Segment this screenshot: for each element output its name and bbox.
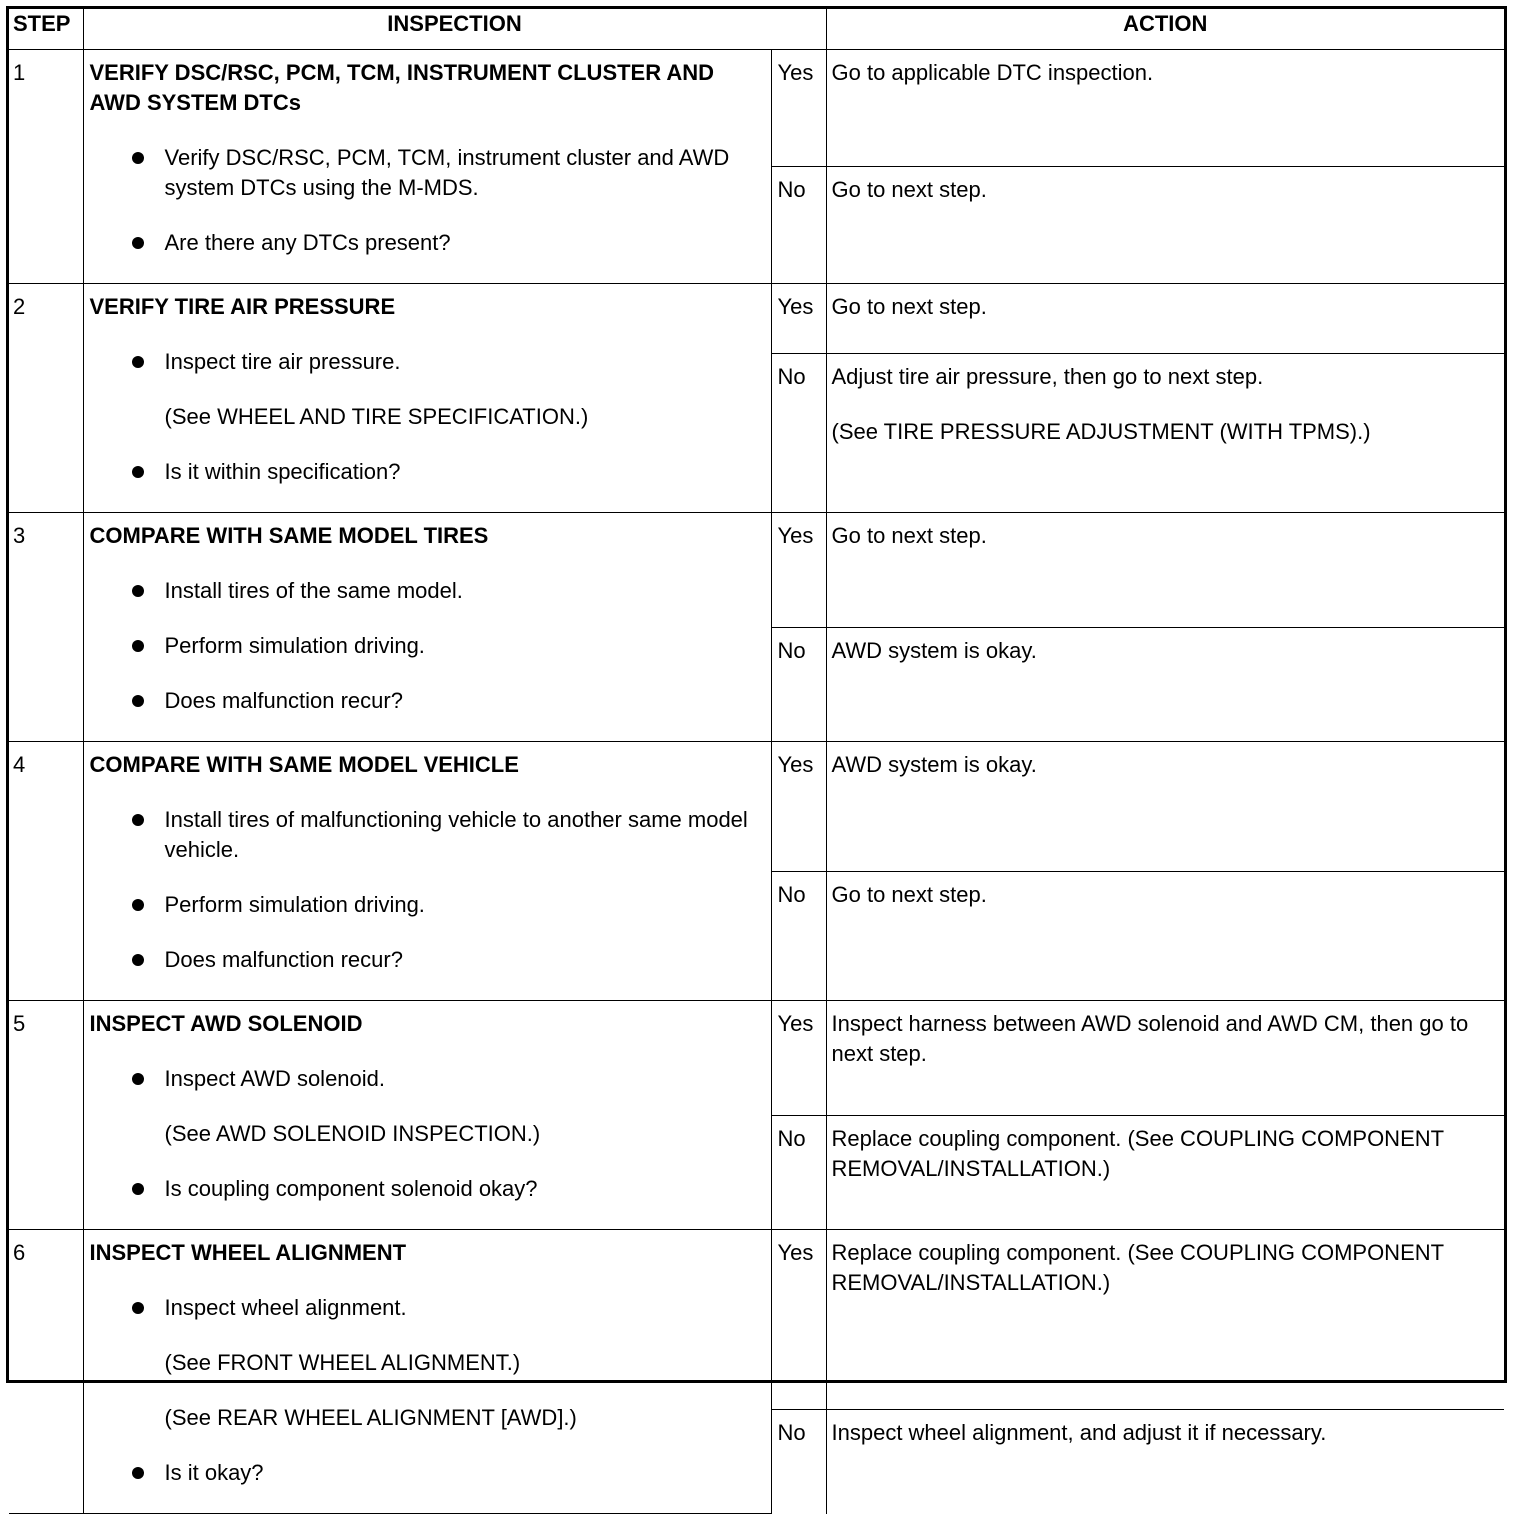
inspection-text: Inspect AWD solenoid. [164,1066,386,1091]
inspection-cell [83,284,771,513]
yes-action [826,742,1504,872]
step-number: 5 [9,1001,83,1230]
header-row [9,9,1504,50]
action-text: AWD system is okay. [831,752,1037,777]
inspection-text: (See AWD SOLENOID INSPECTION.) [164,1121,541,1146]
inspection-bullet [90,1064,765,1094]
yes-action [826,284,1504,354]
yes-action [826,1001,1504,1116]
bullet-icon [132,237,144,249]
inspection-cell [83,1001,771,1230]
step-row [9,513,1504,628]
step-column-header: STEP [9,9,83,50]
inspection-text: Is coupling component solenoid okay? [164,1176,538,1201]
action-text: Go to next step. [831,523,987,548]
inspection-text: (See REAR WHEEL ALIGNMENT [AWD].) [164,1405,577,1430]
inspection-text: (See FRONT WHEEL ALIGNMENT.) [164,1350,521,1375]
inspection-text: Perform simulation driving. [164,633,425,658]
inspection-title: COMPARE WITH SAME MODEL TIRES [89,523,489,548]
bullet-icon [132,954,144,966]
yes-label: Yes [771,742,826,872]
bullet-icon [132,356,144,368]
inspection-reference [90,1403,765,1433]
inspection-bullet [90,890,765,920]
inspection-bullet [90,686,765,716]
inspection-bullet [90,945,765,975]
inspection-cell [83,742,771,1001]
inspection-text: Inspect wheel alignment. [164,1295,407,1320]
inspection-bullet [90,143,765,203]
bullet-icon [132,1467,144,1479]
inspection-text: Does malfunction recur? [164,947,403,972]
inspection-title: INSPECT AWD SOLENOID [89,1011,363,1036]
step-row [9,284,1504,354]
inspection-column-header: INSPECTION [83,9,826,50]
action-text: Go to next step. [831,294,987,319]
bullet-icon [132,466,144,478]
inspection-reference [90,402,765,432]
yes-label: Yes [771,50,826,167]
step-number: 1 [9,50,83,284]
no-label: No [771,1116,826,1230]
no-action [826,871,1504,1001]
inspection-text: Verify DSC/RSC, PCM, TCM, instrument cluster and AWD system DTCs using the M-MDS. [164,145,730,200]
step-number: 6 [9,1230,83,1514]
inspection-reference [90,1348,765,1378]
yes-label: Yes [771,284,826,354]
action-text: Inspect harness between AWD solenoid and AWD CM, then go to next step. [831,1011,1469,1066]
action-text: (See TIRE PRESSURE ADJUSTMENT (WITH TPMS).) [831,419,1371,445]
action-text: AWD system is okay. [831,638,1037,664]
action-text: Replace coupling component. (See COUPLING COMPONENT REMOVAL/INSTALLATION.) [831,1126,1444,1182]
yes-action [826,50,1504,167]
inspection-text: (See WHEEL AND TIRE SPECIFICATION.) [164,404,589,429]
bullet-icon [132,814,144,826]
yes-action [826,513,1504,628]
inspection-cell [83,1230,771,1514]
inspection-text: Install tires of the same model. [164,578,463,603]
step-row [9,50,1504,167]
inspection-title: INSPECT WHEEL ALIGNMENT [89,1240,407,1265]
inspection-title: VERIFY DSC/RSC, PCM, TCM, INSTRUMENT CLUSTER AND AWD SYSTEM DTCs [89,60,715,115]
step-row [9,1001,1504,1116]
yes-label: Yes [771,513,826,628]
bullet-icon [132,640,144,652]
inspection-text: Is it okay? [164,1460,264,1485]
no-action [826,167,1504,284]
no-label: No [771,628,826,742]
procedure-grid [9,9,1504,1514]
action-text: Go to next step. [831,881,987,907]
step-number: 3 [9,513,83,742]
no-label: No [771,1409,826,1513]
inspection-text: Is it within specification? [164,459,401,484]
yes-label: Yes [771,1230,826,1410]
step-row [9,1230,1504,1410]
bullet-icon [132,899,144,911]
step-number: 4 [9,742,83,1001]
no-action [826,354,1504,513]
bullet-icon [132,695,144,707]
no-label: No [771,871,826,1001]
no-label: No [771,354,826,513]
inspection-bullet [90,347,765,377]
inspection-bullet [90,1293,765,1323]
inspection-text: Are there any DTCs present? [164,230,451,255]
inspection-text: Inspect tire air pressure. [164,349,401,374]
bullet-icon [132,1302,144,1314]
bullet-icon [132,1183,144,1195]
inspection-bullet [90,1458,765,1488]
inspection-bullet [90,631,765,661]
no-action [826,628,1504,742]
action-text: Replace coupling component. (See COUPLING COMPONENT REMOVAL/INSTALLATION.) [831,1240,1444,1295]
inspection-bullet [90,1174,765,1204]
bullet-icon [132,1073,144,1085]
inspection-reference [90,1119,765,1149]
inspection-title: VERIFY TIRE AIR PRESSURE [89,294,396,319]
yes-action [826,1230,1504,1410]
no-action [826,1116,1504,1230]
inspection-text: Install tires of malfunctioning vehicle to another same model vehicle. [164,807,748,862]
bullet-icon [132,585,144,597]
inspection-bullet [90,228,765,258]
bullet-icon [132,152,144,164]
step-number: 2 [9,284,83,513]
action-text: Go to applicable DTC inspection. [831,60,1154,85]
diagnostic-procedure-table [6,6,1507,1485]
action-text: Adjust tire air pressure, then go to next step. [831,364,1264,390]
action-text: Inspect wheel alignment, and adjust it if necessary. [831,1419,1327,1445]
inspection-bullet [90,576,765,606]
no-label: No [771,167,826,284]
inspection-cell [83,50,771,284]
inspection-bullet [90,805,765,865]
action-column-header: ACTION [826,9,1504,50]
inspection-cell [83,513,771,742]
inspection-bullet [90,457,765,487]
inspection-text: Perform simulation driving. [164,892,425,917]
inspection-text: Does malfunction recur? [164,688,403,713]
yes-label: Yes [771,1001,826,1116]
step-row [9,742,1504,872]
inspection-title: COMPARE WITH SAME MODEL VEHICLE [89,752,519,777]
no-action [826,1409,1504,1513]
action-text: Go to next step. [831,177,987,202]
